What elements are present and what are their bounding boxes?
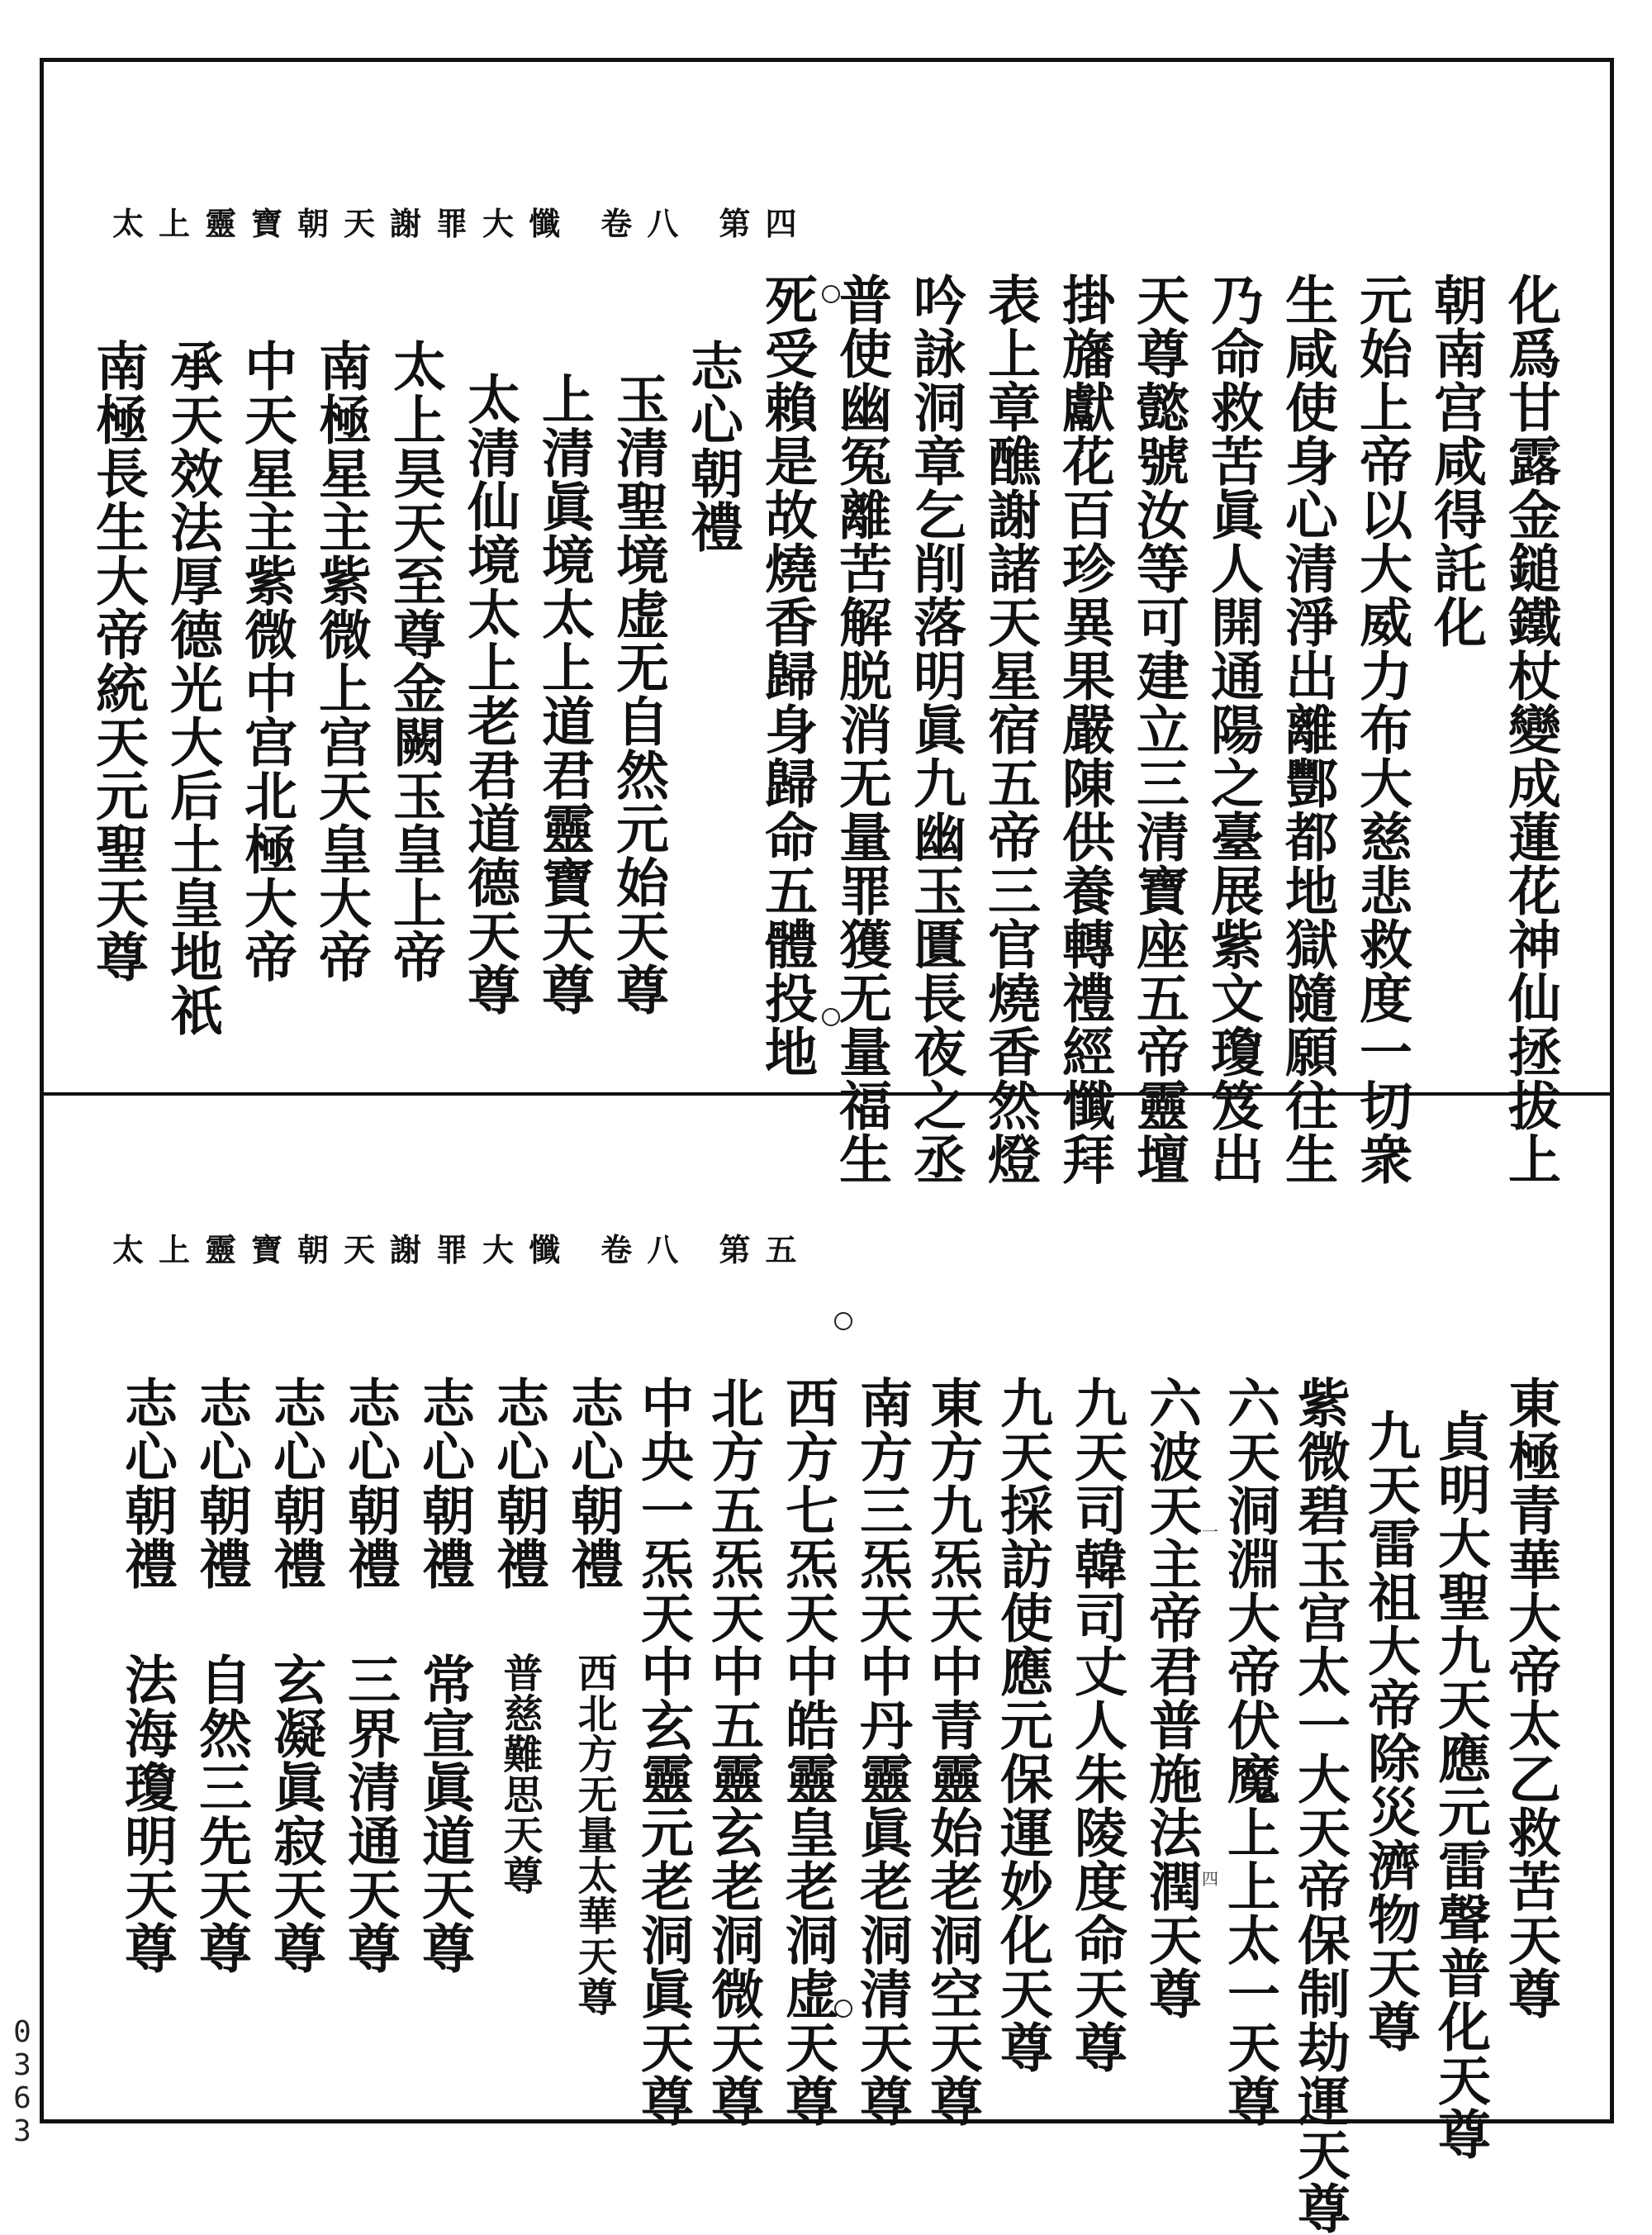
top-col-6: 天尊懿號汝等可建立三清寶座五帝靈壇 <box>1127 273 1189 1186</box>
small-annotation: 四 <box>1202 1869 1218 1889</box>
bottom-col-16: 志心朝禮 <box>413 1376 475 1591</box>
bottom-col-16b: 常宣眞道天尊 <box>413 1652 475 1975</box>
top-col-11: 死受賴是故燒香歸身歸命五體投地 <box>756 273 818 1078</box>
bottom-col-10: 南方三炁天中丹靈眞老洞清天尊 <box>851 1376 913 2128</box>
bottom-col-13: 中央一炁天中玄靈元老洞眞天尊 <box>632 1376 694 2128</box>
top-col-2: 朝南宫咸得託化 <box>1425 273 1487 649</box>
bottom-header: 太上靈寶朝天謝罪大懺 卷八 第五 <box>112 1231 812 1268</box>
bottom-col-17: 志心朝禮 <box>339 1376 401 1591</box>
punctuation-circle <box>822 1008 840 1026</box>
top-col-12: 志心朝禮 <box>681 339 743 554</box>
top-col-4: 生咸使身心清淨出離酆都地獄隨願往生 <box>1276 273 1338 1186</box>
top-col-7: 掛旛獻花百珍異果嚴陳供養轉禮經懺拜 <box>1053 273 1115 1186</box>
bottom-col-15b: 普慈難思天尊 <box>496 1652 543 1895</box>
top-col-20: 南極長生大帝統天元聖天尊 <box>87 339 149 983</box>
bottom-col-20b: 法海瓊明天尊 <box>116 1652 178 1975</box>
top-col-19: 承天效法厚德光大后土皇地祇 <box>161 339 223 1037</box>
bottom-col-14: 志心朝禮 <box>562 1376 624 1591</box>
bottom-col-17b: 三界清通天尊 <box>339 1652 401 1975</box>
bottom-col-18: 志心朝禮 <box>264 1376 326 1591</box>
page-number: 0 3 6 3 <box>13 2015 31 2148</box>
bottom-col-6: 六波天主帝君普施法潤天尊 <box>1140 1376 1202 2020</box>
top-col-15: 太清仙境太上老君道德天尊 <box>458 372 520 1016</box>
bottom-col-7: 九天司韓司丈人朱陵度命天尊 <box>1066 1376 1127 2074</box>
top-col-8: 表上章醮謝諸天星宿五帝三官燒香然燈 <box>979 273 1041 1186</box>
bottom-col-1: 東極青華大帝太乙救苦天尊 <box>1499 1376 1561 2020</box>
bottom-col-3: 九天雷祖大帝除災濟物天尊 <box>1359 1409 1421 2053</box>
punctuation-circle <box>822 285 840 303</box>
bottom-col-15: 志心朝禮 <box>487 1376 549 1591</box>
punctuation-circle <box>834 1312 852 1330</box>
top-col-18: 中天星主紫微中宫北極大帝 <box>235 339 297 983</box>
bottom-col-5: 六天洞淵大帝伏魔上上太一天尊 <box>1218 1376 1280 2128</box>
top-col-9: 吟詠洞章乞削落明眞九幽玉匱長夜之丞 <box>904 273 966 1186</box>
bottom-col-4: 紫微碧玉宫太一大天帝保制劫運天尊 <box>1289 1376 1351 2235</box>
bottom-col-14b: 西北方无量太華天尊 <box>571 1652 617 2017</box>
top-col-5: 乃命救苦眞人開通陽之臺展紫文瓊笈出 <box>1202 273 1264 1186</box>
bottom-col-12: 北方五炁天中五靈玄老洞微天尊 <box>702 1376 764 2128</box>
top-col-10: 普使幽冤離苦解脱消无量罪獲无量福生 <box>830 273 892 1186</box>
small-annotation: 一 <box>1202 1522 1218 1542</box>
bottom-col-11: 西方七炁天中皓靈皇老洞虚天尊 <box>776 1376 838 2128</box>
top-col-3: 元始上帝以大威力布大慈悲救度一切衆 <box>1351 273 1412 1186</box>
top-col-1: 化爲甘露金鎚鐵杖變成蓮花神仙拯拔上 <box>1499 273 1561 1186</box>
top-col-14: 上清眞境太上道君靈寶天尊 <box>533 372 595 1016</box>
bottom-col-2: 貞明大聖九天應元雷聲普化天尊 <box>1429 1409 1491 2161</box>
top-col-13: 玉清聖境虚无自然元始天尊 <box>607 372 669 1016</box>
bottom-col-19b: 自然三先天尊 <box>190 1652 252 1975</box>
bottom-col-8: 九天採訪使應元保運妙化天尊 <box>991 1376 1053 2074</box>
top-col-17: 南極星主紫微上宫天皇大帝 <box>310 339 372 983</box>
bottom-col-9: 東方九炁天中青靈始老洞空天尊 <box>921 1376 983 2128</box>
bottom-col-18b: 玄凝眞寂天尊 <box>264 1652 326 1975</box>
bottom-col-19: 志心朝禮 <box>190 1376 252 1591</box>
top-col-16: 太上昊天至尊金闕玉皇上帝 <box>384 339 446 983</box>
bottom-col-20: 志心朝禮 <box>116 1376 178 1591</box>
top-header: 太上靈寶朝天謝罪大懺 卷八 第四 <box>112 205 812 242</box>
